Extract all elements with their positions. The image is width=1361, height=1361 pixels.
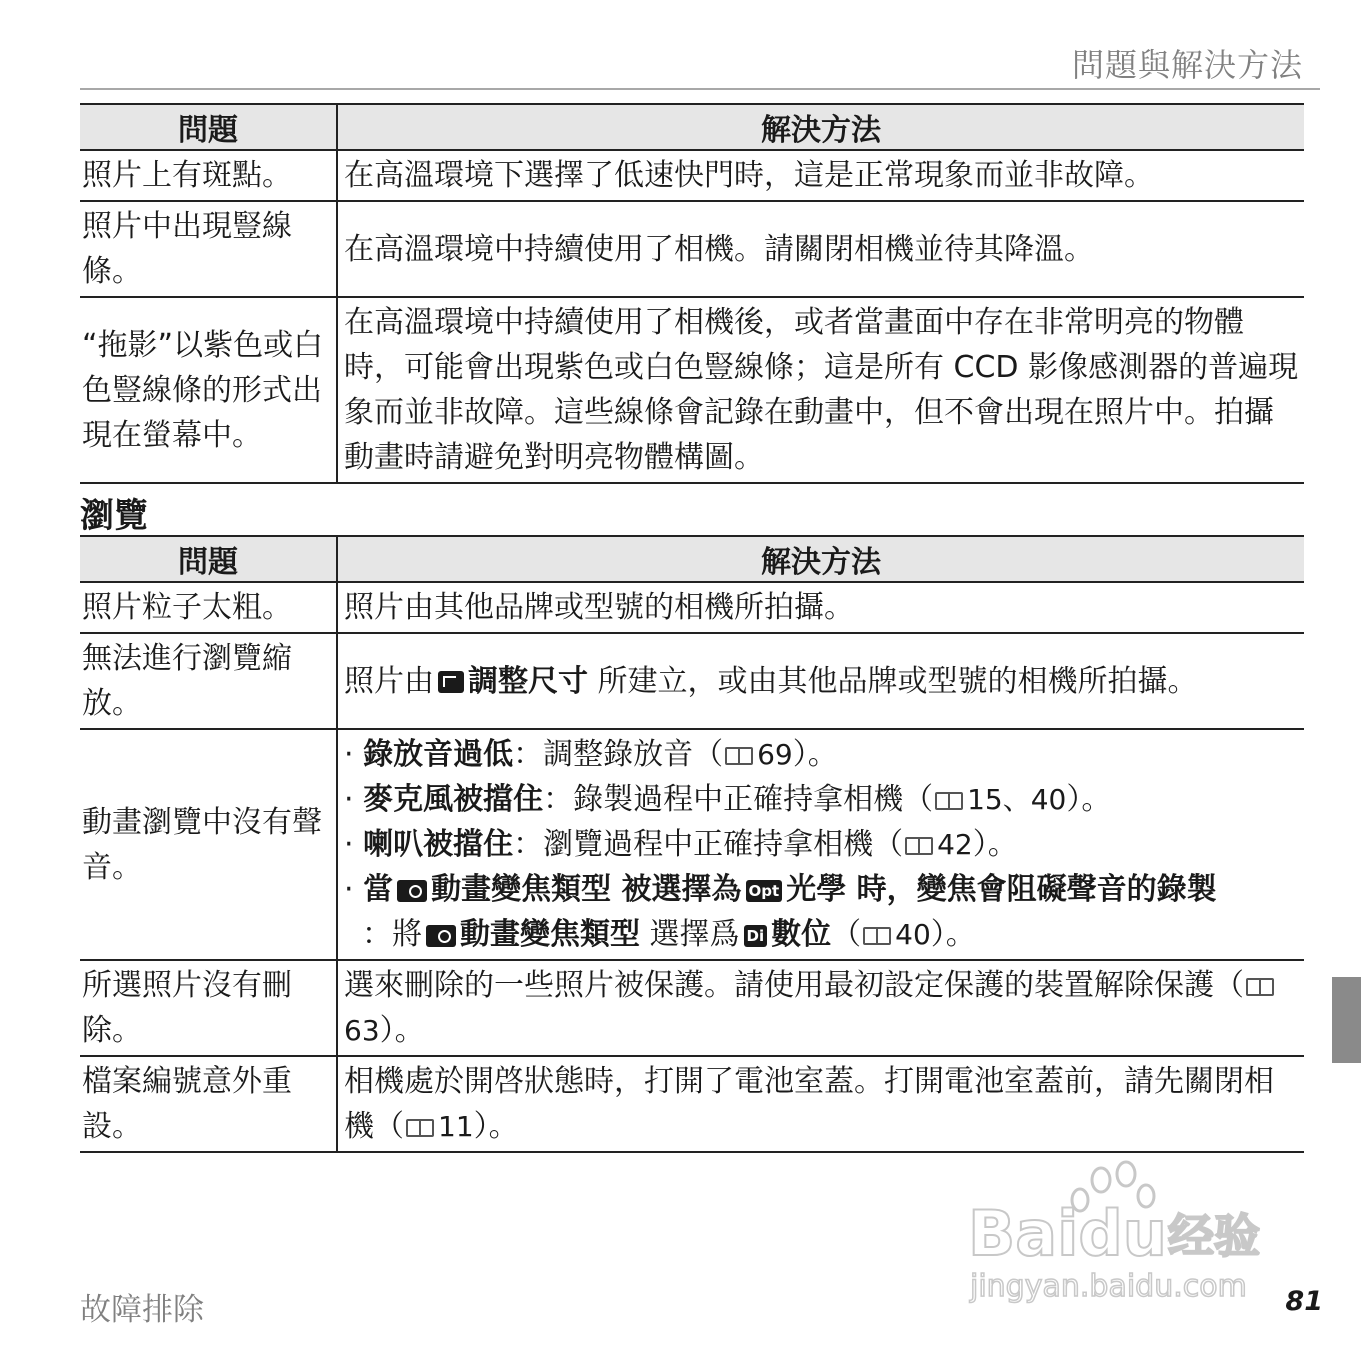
- problem-cell: 動畫瀏覽中沒有聲音。: [80, 729, 337, 960]
- bullet-item-continuation: ：將 動畫變焦類型 選擇爲 Di 數位（ 40）。: [362, 917, 976, 952]
- problem-cell: 照片粒子太粗。: [80, 582, 337, 633]
- table-row: [80, 1056, 1304, 1152]
- table-row: [80, 729, 1304, 960]
- bullet-item: · 麥克風被擋住：錄製過程中正確持拿相機（ 15、40）。: [344, 782, 1112, 817]
- section-title-playback: 瀏覽: [80, 496, 148, 536]
- solution-cell: 在高溫環境下選擇了低速快門時，這是正常現象而並非故障。: [337, 150, 1304, 201]
- problem-cell: “拖影”以紫色或白色豎線條的形式出現在螢幕中。: [80, 297, 337, 483]
- table-row: [80, 960, 1304, 1056]
- footer-section-name: 故障排除: [80, 1292, 204, 1328]
- column-header-solution: 解決方法: [337, 536, 1304, 582]
- page-ref-icon: [935, 792, 963, 810]
- svg-text:Baidu: Baidu: [968, 1197, 1167, 1270]
- page-ref-icon: [905, 837, 933, 855]
- bullet-item: · 當 動畫變焦類型 被選擇為 Opt 光學 時，變焦會阻礙聲音的錄製: [344, 872, 1217, 907]
- column-header-solution: 解決方法: [337, 104, 1304, 150]
- page-ref-icon: [725, 747, 753, 765]
- page-ref-icon: [1246, 978, 1274, 996]
- solution-cell: [337, 729, 1304, 960]
- solution-cell: [337, 633, 1304, 729]
- solution-cell: 照片由其他品牌或型號的相機所拍攝。: [337, 582, 1304, 633]
- svg-text:经验: 经验: [1168, 1209, 1260, 1263]
- solution-text: 所建立，或由其他品牌或型號的相機所拍攝。: [597, 663, 1198, 699]
- optical-icon: Opt: [746, 880, 783, 902]
- movie-zoom-icon: [397, 880, 427, 902]
- table-row: [80, 297, 1304, 483]
- troubleshooting-table-1: [80, 103, 1304, 484]
- solution-text: 照片由: [344, 663, 434, 699]
- page-ref-icon: [406, 1119, 434, 1137]
- resize-icon: [438, 671, 464, 693]
- page-number: 81: [1285, 1286, 1323, 1317]
- problem-cell: 照片中出現豎線條。: [80, 201, 337, 297]
- table-row: [80, 150, 1304, 201]
- problem-cell: 檔案編號意外重設。: [80, 1056, 337, 1152]
- bullet-item: · 喇叭被擋住：瀏覽過程中正確持拿相機（ 42）。: [344, 827, 1018, 862]
- troubleshooting-table-2: [80, 535, 1304, 1153]
- problem-cell: 無法進行瀏覽縮放。: [80, 633, 337, 729]
- column-header-problem: 問題: [80, 104, 337, 150]
- movie-zoom-icon: [426, 925, 456, 947]
- table-row: [80, 582, 1304, 633]
- problem-cell: 所選照片沒有刪除。: [80, 960, 337, 1056]
- baidu-watermark-logo: [968, 1160, 1278, 1310]
- bullet-item: · 錄放音過低：調整錄放音（ 69）。: [344, 737, 838, 772]
- digital-icon: Di: [744, 925, 768, 947]
- running-header-title: 問題與解決方法: [1071, 46, 1303, 84]
- table-row: [80, 633, 1304, 729]
- header-rule: [80, 88, 1320, 90]
- chapter-thumb-tab: [1332, 977, 1361, 1063]
- page-ref-icon: [863, 927, 891, 945]
- problem-cell: 照片上有斑點。: [80, 150, 337, 201]
- table-row: [80, 201, 1304, 297]
- column-header-problem: 問題: [80, 536, 337, 582]
- solution-cell: 相機處於開啓狀態時，打開了電池室蓋。打開電池室蓋前，請先關閉相機（ 11）。: [337, 1056, 1304, 1152]
- svg-text:jingyan.baidu.com: jingyan.baidu.com: [970, 1269, 1247, 1304]
- menu-option-resize: 調整尺寸: [468, 663, 588, 699]
- solution-cell: 在高溫環境中持續使用了相機後，或者當畫面中存在非常明亮的物體時，可能會出現紫色或白色豎線條；這是所有 CCD 影像感測器的普遍現象而並非故障。這些線條會記錄在動畫中，但不會出現在照片中。拍攝動畫時請避免對明亮物體構圖。: [337, 297, 1304, 483]
- solution-cell: 在高溫環境中持續使用了相機。請關閉相機並待其降溫。: [337, 201, 1304, 297]
- solution-cell: 選來刪除的一些照片被保護。請使用最初設定保護的裝置解除保護（63）。: [337, 960, 1304, 1056]
